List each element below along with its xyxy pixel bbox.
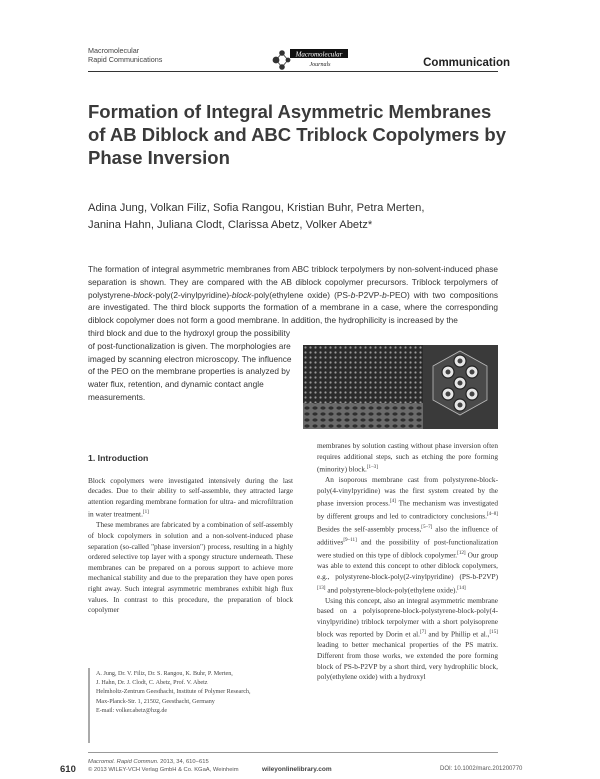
affiliation-line4: Max-Planck-Str. 1, 21502, Geesthacht, Germany (96, 698, 215, 705)
footer-rule (88, 752, 498, 753)
affiliation-line1: A. Jung, Dr. V. Filiz, Dr. S. Rangou, K. Buhr, P. Merten, (96, 671, 233, 677)
journal-name-line2: Rapid Communications (88, 55, 163, 64)
affiliation (96, 670, 296, 716)
authors-line2: Janina Hahn, Juliana Clodt, Clarissa Abetz, Volker Abetz* (88, 219, 373, 231)
intro-paragraph-2: These membranes are fabricated by a combination of self-assembly of block copolymers in solution and a non-solvent-induced phase separation (so-called "phase inversion") process, resulting in a highly ordered selective top layer with a spongy structure underneath. These membranes can be prepared on a porous support to achieve more mechanical stability and due to the preparation they have open pores right away. Such integral asymmetric membranes exhibit high flux values. In contrast to this procedure, the preparation of block copolymer (88, 520, 293, 615)
header-rule (88, 71, 498, 72)
footer-website[interactable]: wileyonlinelibrary.com (262, 766, 332, 773)
intro-heading: 1. Introduction (88, 453, 149, 463)
intro-column (88, 453, 293, 616)
sem-cross-section-image (303, 403, 423, 429)
affiliation-bar (88, 668, 90, 743)
logo-subtext: Journals (309, 62, 331, 68)
footer-copyright: © 2013 WILEY-VCH Verlag GmbH & Co. KGaA, Weinheim (88, 767, 239, 773)
molecule-icon (273, 51, 290, 70)
intro-paragraph-1: Block copolymers were investigated intensively during the last decades. Due to their ability to self-assemble, they attracted large attention regarding membrane formation for ultra- and microfiltration in water treatment.[1] (88, 475, 293, 519)
right-paragraph-1: membranes by solution casting without phase inversion often requires additional steps, such as etching the pore forming (minority) block.[1–3] (317, 441, 498, 474)
right-paragraph-3: Using this concept, also an integral asymmetric membrane based on a polyisoprene-block-polystyrene-block-poly(4-vinylpyridine) triblock terpolymer with a short polyisoprene block was reported by Dorin et al.[7] and by Phillip et al.,[15] leading to better mechanical properties of the PS matrix. Different from those works, we extended the pore forming block of PS-b-P2VP by a short third, very hydrophilic block, poly(ethylene oxide) with a hydroxyl (317, 595, 498, 682)
abstract-continued: third block and due to the hydroxyl group the possibility of post-functionalization is given. The morphologies are imaged by scanning electron microscopy. The influence of the PEO on the membrane properties is analyzed by water flux, retention, and dynamic contact angle measurements. (88, 327, 292, 402)
author-list (88, 200, 498, 234)
hexagonal-micelle-diagram (423, 345, 498, 429)
toc-graphic (303, 345, 498, 429)
logo-text: Macromolecular (295, 50, 343, 59)
affiliation-email: E-mail: volker.abetz@hzg.de (96, 707, 168, 714)
right-column (317, 441, 498, 683)
footer-doi[interactable]: DOI: 10.1002/marc.201200770 (440, 766, 523, 772)
footer-journal: Macromol. Rapid Commun. (88, 759, 159, 765)
journal-name (88, 46, 162, 64)
page-number: 610 (60, 764, 76, 775)
journal-logo (270, 44, 350, 74)
abstract-paragraph: The formation of integral asymmetric membranes from ABC triblock terpolymers by non-solvent-induced phase separation is shown. They are compared with the AB diblock copolymer precursors. Triblock terpolymers of polystyrene-block-poly(2-vinylpyridine)-block-poly(ethylene oxide) (PS-b-P2VP-b-PEO) with two compositions are investigated. The third block supports the formation of a membrane in a case, where the corresponding diblock copolymer does not form a good membrane. In addition, the hydrophilicity is increased by the (88, 264, 498, 326)
authors-line1: Adina Jung, Volkan Filiz, Sofia Rangou, Kristian Buhr, Petra Merten, (88, 202, 425, 214)
journal-name-line1: Macromolecular (88, 46, 140, 55)
affiliation-line2: J. Hahn, Dr. J. Clodt, C. Abetz, Prof. V. Abetz (96, 680, 208, 687)
footer-citation: Macromol. Rapid Commun. 2013, 34, 610−615 © 2013 WILEY-VCH Verlag GmbH & Co. KGaA, Weinheim (88, 759, 239, 773)
affiliation-line3: Helmholtz-Zentrum Geesthacht, Institute of Polymer Research, (96, 689, 251, 696)
article-title: Formation of Integral Asymmetric Membranes of AB Diblock and ABC Triblock Copolymers by Phase Inversion (88, 101, 507, 168)
section-label: Communication (423, 57, 510, 69)
right-paragraph-2: An isoporous membrane cast from polystyrene-block-poly(4-vinylpyridine) was the first system created by the phase inversion process.[4] The mechanism was investigated by different groups and led to contradictory conclusions.[4–8] Besides the self-assembly process,[5–7] also the influence of additives[9–11] and the possibility of post-functionalization were studied on this type of diblock copolymer.[12] Our group was able to extend this concept to other diblock copolymers, e.g., polystyrene-block-poly(2-vinylpyridine) (PS-b-P2VP)[13] and polystyrene-block-poly(ethylene oxide).[14] (317, 475, 498, 595)
